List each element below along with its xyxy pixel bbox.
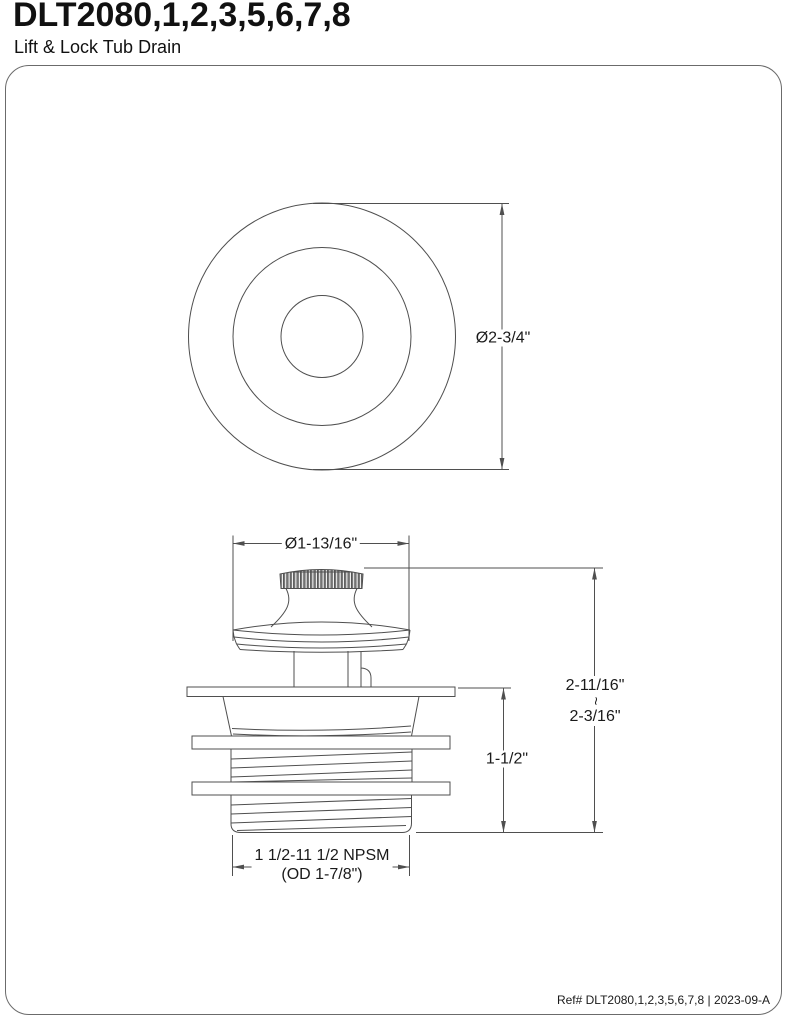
thread-section-upper	[231, 749, 412, 782]
overall-height-max-label: 2-11/16"	[565, 677, 625, 694]
stopper-cap	[233, 622, 410, 652]
nut-washer-upper	[192, 736, 450, 749]
arrowhead-up	[500, 204, 505, 216]
cap-diameter-label: Ø1-13/16"	[282, 535, 360, 552]
overall-height-min-label: 2-3/16"	[569, 708, 621, 725]
side-view-drawing	[187, 570, 455, 833]
arrowhead-down	[500, 458, 505, 470]
drain-flange	[187, 687, 455, 697]
knurled-knob	[280, 570, 363, 589]
arrowhead-left	[233, 541, 245, 546]
thread-spec-label	[252, 846, 393, 884]
drain-inner-circle	[281, 296, 363, 378]
nut-washer-lower	[192, 782, 450, 795]
top-view-drawing	[189, 203, 456, 470]
thread-spec-line2: (OD 1-7/8")	[281, 866, 363, 883]
tapered-body	[223, 697, 419, 737]
flange-outer-circle	[189, 203, 456, 470]
arrowhead-up	[592, 568, 597, 580]
arrowhead-right	[398, 865, 410, 870]
stopper-stem	[294, 651, 348, 687]
arrowhead-up	[501, 688, 506, 700]
thread-section-lower	[231, 795, 412, 833]
flange-middle-circle	[233, 248, 411, 426]
arrowhead-down	[501, 821, 506, 833]
knob-neck-left	[271, 589, 289, 628]
arrowhead-left	[233, 865, 245, 870]
shank-length-label: 1-1/2"	[483, 751, 531, 768]
top-view-diameter-label: Ø2-3/4"	[473, 330, 534, 347]
range-separator: ~	[587, 696, 604, 706]
knob-neck-right	[354, 589, 372, 628]
page-subtitle-product: Lift & Lock Tub Drain	[14, 37, 182, 57]
arrowhead-right	[398, 541, 410, 546]
overall-height-range-label	[563, 676, 628, 726]
lock-tab	[361, 652, 371, 687]
thread-spec-line1: 1 1/2-11 1/2 NPSM	[254, 847, 390, 864]
reference-number: Ref# DLT2080,1,2,3,5,6,7,8 | 2023-09-A	[556, 993, 770, 1007]
page-title-model: DLT2080,1,2,3,5,6,7,8	[13, 0, 351, 34]
arrowhead-down	[592, 821, 597, 833]
